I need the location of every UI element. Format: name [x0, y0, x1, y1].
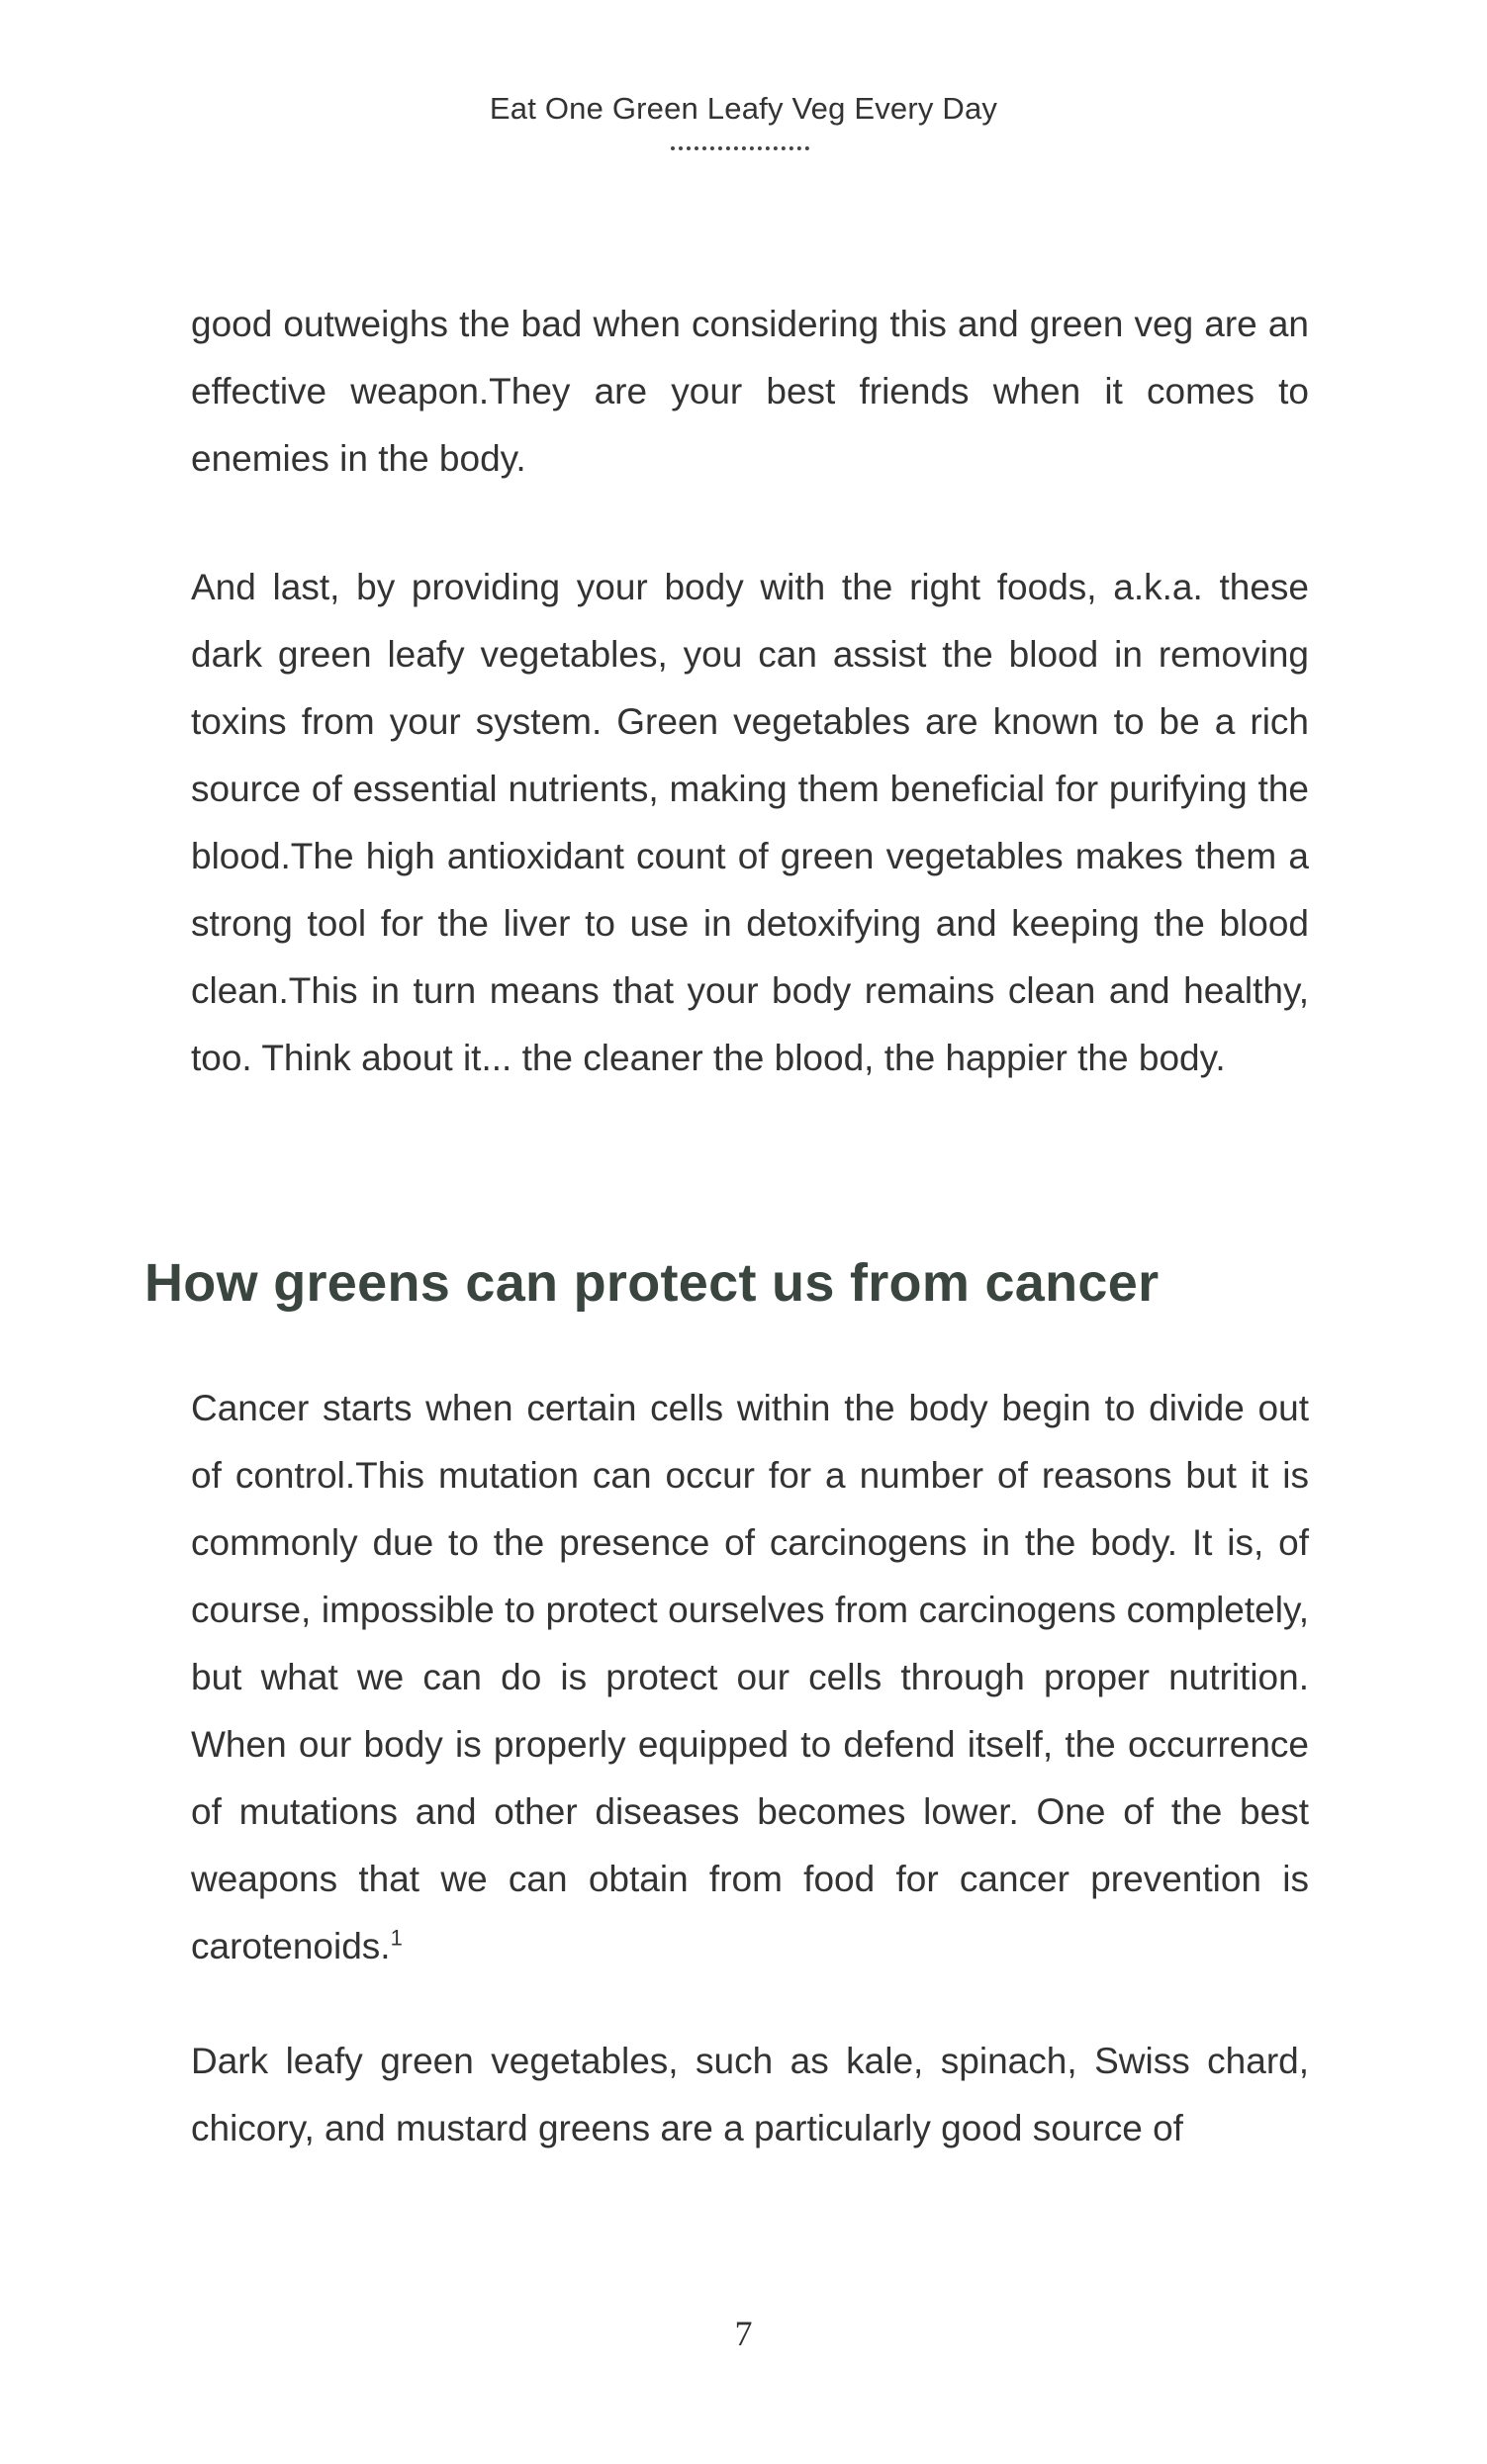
running-header: Eat One Green Leafy Veg Every Day [489, 91, 998, 126]
paragraph-2: And last, by providing your body with the right foods, a.k.a. these dark green leafy vegetables, you can assist the blood in removing toxins from your system. Green vegetables are known to be a rich source of essential nutrients, making them beneficial for purifying the blood.The high antioxidant count of green vegetables makes them a strong tool for the liver to use in detoxifying and keeping the blood clean.This in turn means that your body remains clean and healthy, too. Think about it... the cleaner the blood, the happier the body. [191, 567, 1309, 1078]
paragraph-4: Dark leafy green vegetables, such as kale, spinach, Swiss chard, chicory, and mustard greens are a particularly good source of [191, 2041, 1309, 2148]
paragraph-1: good outweighs the bad when considering this and green veg are an effective weapon.They are your best friends when it comes to enemies in the body. [191, 304, 1309, 479]
footnote-reference[interactable]: 1 [390, 1925, 403, 1951]
page-number: 7 [734, 2314, 753, 2353]
paragraph-3 [191, 1375, 1309, 1980]
section-heading: How greens can protect us from cancer [144, 1253, 1160, 1313]
paragraph-3-text: Cancer starts when certain cells within the body begin to divide out of control.This mutation can occur for a number of reasons but it is commonly due to the presence of carcinogens in the body. It is, of course, impossible to protect ourselves from carcinogens completely, but what we can do is protect our cells through proper nutrition. When our body is properly equipped to defend itself, the occurrence of mutations and other diseases becomes lower. One of the best weapons that we can obtain from food for cancer prevention is carotenoids. [191, 1388, 1309, 1966]
header-ornament-rule [671, 146, 809, 155]
